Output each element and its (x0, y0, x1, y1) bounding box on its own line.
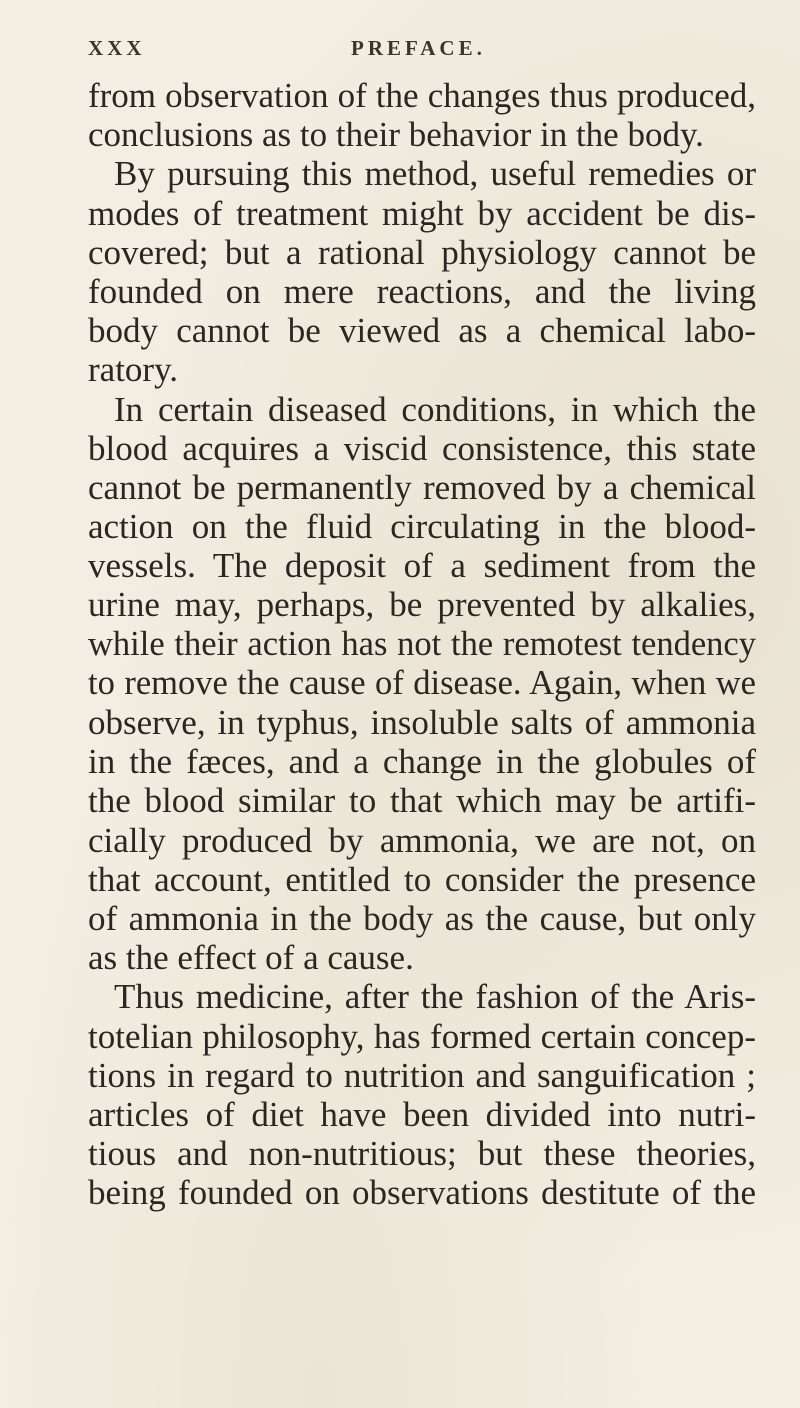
text-line: covered; but a rational physiology cannot be (88, 232, 756, 272)
text-line: to remove the cause of disease. Again, when we (88, 663, 756, 702)
text-line: observe, in typhus, insoluble salts of ammonia (88, 703, 756, 742)
text-line: of ammonia in the body as the cause, but only (88, 898, 756, 938)
text-line: Thus medicine, after the fashion of the Aris- (114, 977, 756, 1017)
text-line: articles of diet have been divided into nutri- (88, 1094, 756, 1134)
text-line: vessels. The deposit of a sediment from the (88, 546, 756, 586)
text-line: as the effect of a cause. (88, 938, 414, 978)
running-head: PREFACE. (351, 36, 486, 60)
text-line: from observation of the changes thus produced, (88, 76, 756, 115)
text-line: ratory. (88, 350, 179, 390)
text-line: body cannot be viewed as a chemical labo- (88, 311, 756, 351)
page-header (88, 36, 728, 66)
text-line: blood acquires a viscid consistence, this state (88, 428, 756, 468)
text-line: In certain diseased conditions, in which the (114, 389, 756, 429)
text-line: cannot be permanently removed by a chemical (88, 467, 756, 507)
text-line: totelian philosophy, has formed certain concep- (88, 1016, 756, 1056)
text-line: conclusions as to their behavior in the body. (88, 115, 704, 155)
text-line: while their action has not the remotest tendency (88, 624, 756, 663)
page-number: XXX (88, 36, 146, 60)
text-line: modes of treatment might by accident be dis- (88, 193, 756, 233)
text-line: that account, entitled to consider the presence (88, 859, 756, 899)
text-line: in the fæces, and a change in the globules of (88, 742, 756, 782)
text-line: the blood similar to that which may be artifi- (88, 781, 756, 821)
text-line: cially produced by ammonia, we are not, on (88, 820, 756, 860)
text-line: founded on mere reactions, and the living (88, 271, 756, 311)
text-line: By pursuing this method, useful remedies or (114, 154, 756, 194)
text-line: tions in regard to nutrition and sanguification ; (88, 1055, 756, 1095)
body-text (88, 76, 756, 1212)
text-line: urine may, perhaps, be prevented by alkalies, (88, 585, 756, 625)
text-line: tious and non-nutritious; but these theories, (88, 1134, 756, 1174)
text-line: being founded on observations destitute of the (88, 1173, 756, 1213)
text-line: action on the fluid circulating in the blood- (88, 507, 756, 547)
